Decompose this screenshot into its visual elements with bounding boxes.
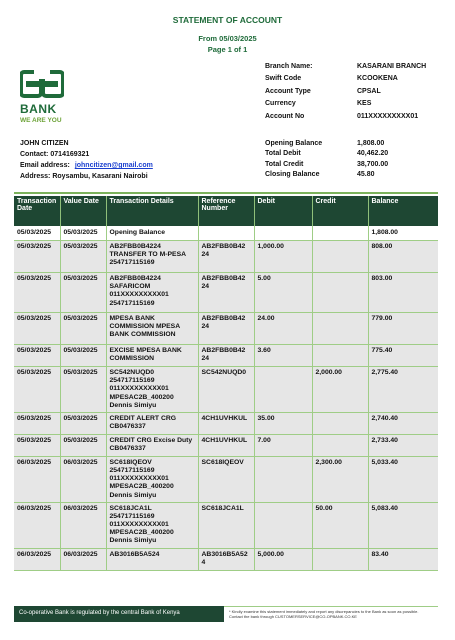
cell-ref: AB3016B5A52 4 — [198, 548, 254, 570]
cell-value-date: 05/03/2025 — [60, 241, 106, 273]
header-divider — [14, 192, 438, 194]
table-row — [14, 412, 438, 434]
cell-value-date: 05/03/2025 — [60, 273, 106, 313]
opening-balance-row — [14, 226, 438, 241]
cell-ref: AB2FBB0B42 24 — [198, 273, 254, 313]
cell-debit: 1,000.00 — [254, 241, 312, 273]
cell-details: SC618JCA1L 254717115169 011XXXXXXXXX01 MPESAC2B_400200 Dennis Simiyu — [106, 502, 198, 548]
cell-details: AB2FBB0B4224 TRANSFER TO M-PESA 254717115169 — [106, 241, 198, 273]
table-row — [14, 241, 438, 273]
col-debit: Debit — [254, 196, 312, 226]
cell-balance: 803.00 — [368, 273, 438, 313]
opening-balance-value: 1,808.00 — [357, 139, 385, 147]
cell-debit: 24.00 — [254, 313, 312, 345]
cell-balance: 2,775.40 — [368, 367, 438, 413]
currency-value: KES — [357, 100, 372, 108]
cell-ref: AB2FBB0B42 24 — [198, 241, 254, 273]
contact-label: Contact: — [20, 151, 49, 158]
cell-balance: 5,033.40 — [368, 456, 438, 502]
cell-details: MPESA BANK COMMISSION MPESA BANK COMMISSION — [106, 313, 198, 345]
col-reference-number: Reference Number — [198, 196, 254, 226]
cell-ref: 4CH1UVHKUL — [198, 434, 254, 456]
closing-balance-value: 45.80 — [357, 171, 375, 179]
cell-balance: 2,733.40 — [368, 434, 438, 456]
footer — [14, 606, 438, 622]
table-row — [14, 345, 438, 367]
table-header-row — [14, 196, 438, 226]
address-value: Roysambu, Kasarani Nairobi — [52, 173, 148, 180]
col-credit: Credit — [312, 196, 368, 226]
account-no-value: 011XXXXXXXXX01 — [357, 112, 419, 120]
statement-period: From 05/03/2025 — [198, 34, 257, 43]
cell-date: 05/03/2025 — [14, 434, 60, 456]
account-no-label: Account No — [265, 112, 305, 120]
cell-debit: 5.00 — [254, 273, 312, 313]
cell-credit — [312, 412, 368, 434]
cell-debit: 35.00 — [254, 412, 312, 434]
cell-credit: 2,300.00 — [312, 456, 368, 502]
swift-value: KCOOKENA — [357, 75, 398, 83]
statement-title: STATEMENT OF ACCOUNT — [172, 15, 283, 25]
cell-ref: AB2FBB0B42 24 — [198, 345, 254, 367]
cell-ref: SC618JCA1L — [198, 502, 254, 548]
table-row — [14, 313, 438, 345]
cell-ref: AB2FBB0B42 24 — [198, 313, 254, 345]
cell-debit: 5,000.00 — [254, 548, 312, 570]
cell-date: 05/03/2025 — [14, 226, 60, 241]
logo-wordmark: BANK — [20, 102, 57, 116]
cell-date: 05/03/2025 — [14, 345, 60, 367]
cell-debit — [254, 226, 312, 241]
footer-regulation: Co-operative Bank is regulated by the central Bank of Kenya — [14, 606, 224, 622]
cell-value-date: 06/03/2025 — [60, 502, 106, 548]
total-debit-label: Total Debit — [265, 150, 301, 158]
cell-details: AB2FBB0B4224 SAFARICOM 011XXXXXXXXX01 254717115169 — [106, 273, 198, 313]
cell-debit: 3.60 — [254, 345, 312, 367]
co-op-logo-icon — [20, 70, 64, 98]
cell-details: SC542NUQD0 254717115169 011XXXXXXXXX01 MPESAC2B_400200 Dennis Simiyu — [106, 367, 198, 413]
contact-value: 0714169321 — [50, 151, 90, 158]
account-type-label: Account Type — [265, 87, 311, 95]
email-label: Email address: — [20, 162, 70, 169]
email-link[interactable]: johncitizen@gmail.com — [74, 162, 153, 169]
cell-date: 05/03/2025 — [14, 273, 60, 313]
branch-label: Branch Name: — [265, 62, 313, 70]
customer-name: JOHN CITIZEN — [20, 140, 69, 147]
col-transaction-date: Transaction Date — [14, 196, 60, 226]
cell-details: AB3016B5A524 — [106, 548, 198, 570]
cell-ref — [198, 226, 254, 241]
swift-label: Swift Code — [265, 75, 302, 83]
cell-date: 05/03/2025 — [14, 367, 60, 413]
cell-date: 06/03/2025 — [14, 548, 60, 570]
total-credit-value: 38,700.00 — [357, 160, 389, 168]
cell-debit — [254, 367, 312, 413]
table-row — [14, 502, 438, 548]
cell-ref: SC618IQEOV — [198, 456, 254, 502]
total-credit-label: Total Credit — [265, 160, 304, 168]
table-row — [14, 548, 438, 570]
cell-value-date: 05/03/2025 — [60, 412, 106, 434]
cell-details: EXCISE MPESA BANK COMMISSION — [106, 345, 198, 367]
cell-credit — [312, 548, 368, 570]
closing-balance-label: Closing Balance — [265, 171, 320, 179]
cell-balance: 775.40 — [368, 345, 438, 367]
branch-info — [265, 60, 426, 123]
cell-date: 05/03/2025 — [14, 241, 60, 273]
cell-details: CREDIT ALERT CRG CB0476337 — [106, 412, 198, 434]
table-row — [14, 273, 438, 313]
cell-debit: 7.00 — [254, 434, 312, 456]
cell-value-date: 05/03/2025 — [60, 434, 106, 456]
cell-date: 06/03/2025 — [14, 456, 60, 502]
col-transaction-details: Transaction Details — [106, 196, 198, 226]
cell-balance: 5,083.40 — [368, 502, 438, 548]
cell-value-date: 06/03/2025 — [60, 456, 106, 502]
cell-balance: 779.00 — [368, 313, 438, 345]
cell-date: 05/03/2025 — [14, 313, 60, 345]
account-type-value: CPSAL — [357, 87, 381, 95]
cell-credit — [312, 273, 368, 313]
footer-notice: * Kindly examine this statement immediately and report any discrepancies to the Bank as soon as possible. Contact the bank through CUSTOMERSERVICE@CO-OPBANK.CO.KE — [224, 606, 438, 622]
opening-balance-label: Opening Balance — [265, 139, 323, 147]
address-label: Address: — [20, 173, 51, 180]
customer-info — [20, 138, 153, 182]
cell-credit: 2,000.00 — [312, 367, 368, 413]
cell-credit — [312, 241, 368, 273]
cell-balance: 1,808.00 — [368, 226, 438, 241]
cell-credit: 50.00 — [312, 502, 368, 548]
cell-credit — [312, 345, 368, 367]
table-row — [14, 367, 438, 413]
transactions-table — [14, 196, 438, 571]
bank-logo — [20, 70, 68, 124]
col-balance: Balance — [368, 196, 438, 226]
table-row — [14, 434, 438, 456]
cell-balance: 83.40 — [368, 548, 438, 570]
cell-value-date: 05/03/2025 — [60, 345, 106, 367]
total-debit-value: 40,462.20 — [357, 150, 389, 158]
cell-balance: 2,740.40 — [368, 412, 438, 434]
account-totals — [265, 138, 388, 180]
cell-value-date: 05/03/2025 — [60, 313, 106, 345]
cell-credit — [312, 313, 368, 345]
col-value-date: Value Date — [60, 196, 106, 226]
cell-ref: SC542NUQD0 — [198, 367, 254, 413]
table-row — [14, 456, 438, 502]
cell-credit — [312, 434, 368, 456]
cell-credit — [312, 226, 368, 241]
cell-debit — [254, 502, 312, 548]
cell-date: 06/03/2025 — [14, 502, 60, 548]
cell-value-date: 05/03/2025 — [60, 367, 106, 413]
page-number: Page 1 of 1 — [207, 45, 248, 54]
cell-ref: 4CH1UVHKUL — [198, 412, 254, 434]
currency-label: Currency — [265, 100, 296, 108]
cell-details: Opening Balance — [106, 226, 198, 241]
cell-details: CREDIT CRG Excise Duty CB0476337 — [106, 434, 198, 456]
cell-balance: 808.00 — [368, 241, 438, 273]
logo-tagline: WE ARE YOU — [20, 117, 62, 124]
cell-value-date: 06/03/2025 — [60, 548, 106, 570]
cell-date: 05/03/2025 — [14, 412, 60, 434]
cell-details: SC618IQEOV 254717115169 011XXXXXXXXX01 MPESAC2B_400200 Dennis Simiyu — [106, 456, 198, 502]
branch-value: KASARANI BRANCH — [357, 62, 427, 70]
cell-debit — [254, 456, 312, 502]
cell-value-date: 05/03/2025 — [60, 226, 106, 241]
